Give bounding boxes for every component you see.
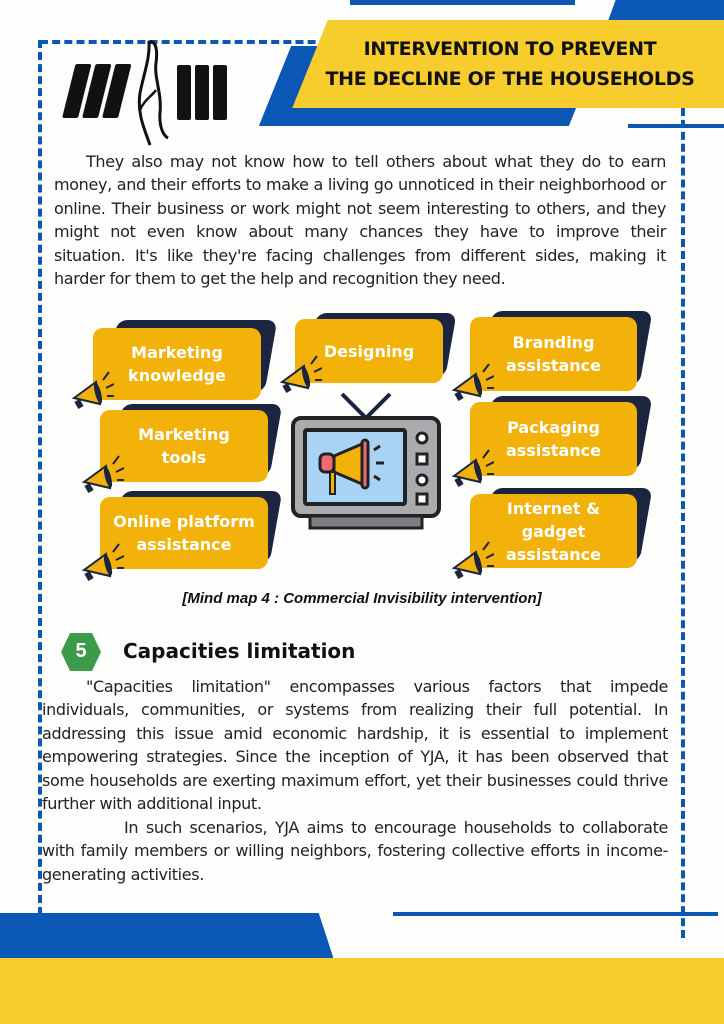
item-label: Marketing tools: [138, 425, 230, 467]
tv-megaphone-icon: [290, 392, 442, 534]
intro-paragraph: They also may not know how to tell others about what they do to earn money, and their efforts to make a living go unnoticed in their neighborhood or online. Their business or work might not seem interesting to others, and they might not even know about many chances they have to improve their situation. It's like they're facing challenges from different sides, making it harder for them to get the help and recognition they need.: [54, 152, 666, 289]
megaphone-icon: [278, 352, 322, 396]
item-label: Online platform assistance: [113, 512, 255, 554]
section-number: 5: [75, 640, 87, 662]
megaphone-icon: [80, 540, 124, 584]
megaphone-icon: [450, 360, 494, 404]
section-paragraph-1: "Capacities limitation" encompasses various factors that impede individuals, communities, or systems from realizing their full potential. In addressing this issue amid economic hardship, it is essential to implement empowering strategies. Since the inception of YJA, it has been observed that some households are exerting maximum effort, yet their businesses could thrive further with additional input.: [42, 677, 668, 814]
item-label: Internet & gadget assistance: [505, 498, 602, 564]
item-label: Marketing knowledge: [128, 343, 226, 385]
item-label: Packaging assistance: [505, 418, 602, 460]
megaphone-icon: [450, 446, 494, 490]
top-blue-bar: [350, 0, 575, 5]
section-paragraph-2: In such scenarios, YJA aims to encourage households to collaborate with family members or willing neighbors, fostering collective efforts in income-generating activities.: [42, 818, 668, 884]
megaphone-icon: [70, 368, 114, 412]
megaphone-icon: [450, 538, 494, 582]
declining-bars-hand-logo: [52, 38, 242, 148]
title-line-2: THE DECLINE OF THE HOUSEHOLDS: [325, 68, 695, 90]
footer-yellow-band: [0, 958, 724, 1024]
footer-blue-line: [393, 912, 718, 916]
mind-map-caption: [Mind map 4 : Commercial Invisibility intervention]: [182, 590, 542, 607]
item-label: Branding assistance: [505, 333, 602, 375]
item-label: Designing: [323, 341, 415, 361]
megaphone-icon: [80, 452, 124, 496]
right-horizontal-line: [628, 124, 724, 128]
frame-right-border: [681, 108, 685, 938]
section-heading: Capacities limitation: [123, 639, 356, 663]
title-line-1: INTERVENTION TO PREVENT: [363, 38, 657, 60]
footer-blue-shape: [0, 913, 335, 963]
top-right-blue-shape: [608, 0, 724, 20]
page-title: [300, 34, 720, 94]
